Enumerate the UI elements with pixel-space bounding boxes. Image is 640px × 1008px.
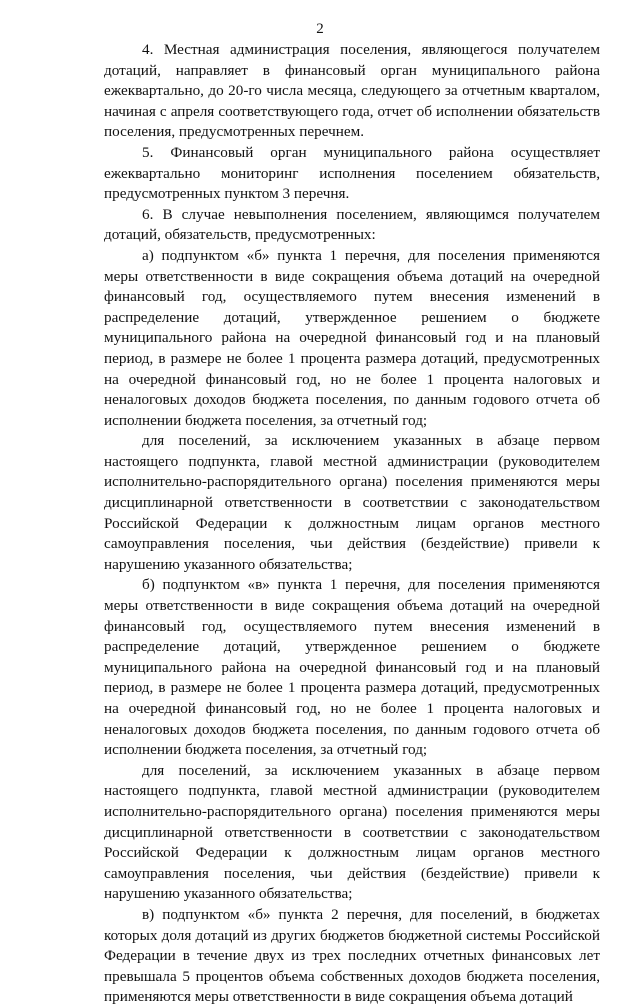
document-body [104, 40, 600, 1008]
subparagraph-v: в) подпунктом «б» пункта 2 перечня, для поселений, в бюджетах которых доля дотаций из других бюджетов бюджетной системы Российской Федерации в течение двух из трех последних отчетных финансовых лет превышала 5 процентов объема собственных доходов бюджета поселения, применяются меры ответственности в виде сокращения объема дотаций [104, 905, 600, 1006]
paragraph-item-5: 5. Финансовый орган муниципального района осуществляет ежеквартально мониторинг исполнения поселением обязательств, предусмотренных пунктом 3 перечня. [104, 143, 600, 203]
subparagraph-b-continuation: для поселений, за исключением указанных в абзаце первом настоящего подпункта, главой местной администрации (руководителем исполнительно-распорядительного органа) поселения применяются меры дисциплинарной ответственности в соответствии с законодательством Российской Федерации к должностным лицам органов местного самоуправления поселения, чьи действия (бездействие) привели к нарушению указанного обязательства; [104, 761, 600, 903]
subparagraph-a: а) подпунктом «б» пункта 1 перечня, для поселения применяются меры ответственности в виде сокращения объема дотаций на очередной финансовый год, осуществляемого путем внесения изменений в распределение дотаций, утвержденное решением о бюджете муниципального района на очередной финансовый год и на плановый период, в размере не более 1 процента размера дотаций, предусмотренных на очередной финансовый год, но не более 1 процента налоговых и неналоговых доходов бюджета поселения, по данным годового отчета об исполнении бюджета поселения, за отчетный год; [104, 246, 600, 429]
subparagraph-b: б) подпунктом «в» пункта 1 перечня, для поселения применяются меры ответственности в виде сокращения объема дотаций на очередной финансовый год, осуществляемого путем внесения изменений в распределение дотаций, утвержденное решением о бюджете муниципального района на очередной финансовый год и на плановый период, в размере не более 1 процента размера дотаций, предусмотренных на очередной финансовый год, но не более 1 процента налоговых и неналоговых доходов бюджета поселения, по данным годового отчета об исполнении бюджета поселения, за отчетный год; [104, 576, 600, 759]
paragraph-item-4: 4. Местная администрация поселения, являющегося получателем дотаций, направляет в финансовый орган муниципального района ежеквартально, до 20-го числа месяца, следующего за отчетным кварталом, начиная с апреля соответствующего года, отчет об исполнении обязательств поселения, предусмотренных перечнем. [104, 41, 600, 141]
subparagraph-a-continuation: для поселений, за исключением указанных в абзаце первом настоящего подпункта, главой местной администрации (руководителем исполнительно-распорядительного органа) поселения применяются меры дисциплинарной ответственности в соответствии с законодательством Российской Федерации к должностным лицам органов местного самоуправления поселения, чьи действия (бездействие) привели к нарушению указанного обязательства; [104, 432, 600, 573]
page-number: 2 [316, 21, 324, 37]
paragraph-item-6: 6. В случае невыполнения поселением, являющимся получателем дотаций, обязательств, предусмотренных: [104, 205, 600, 244]
